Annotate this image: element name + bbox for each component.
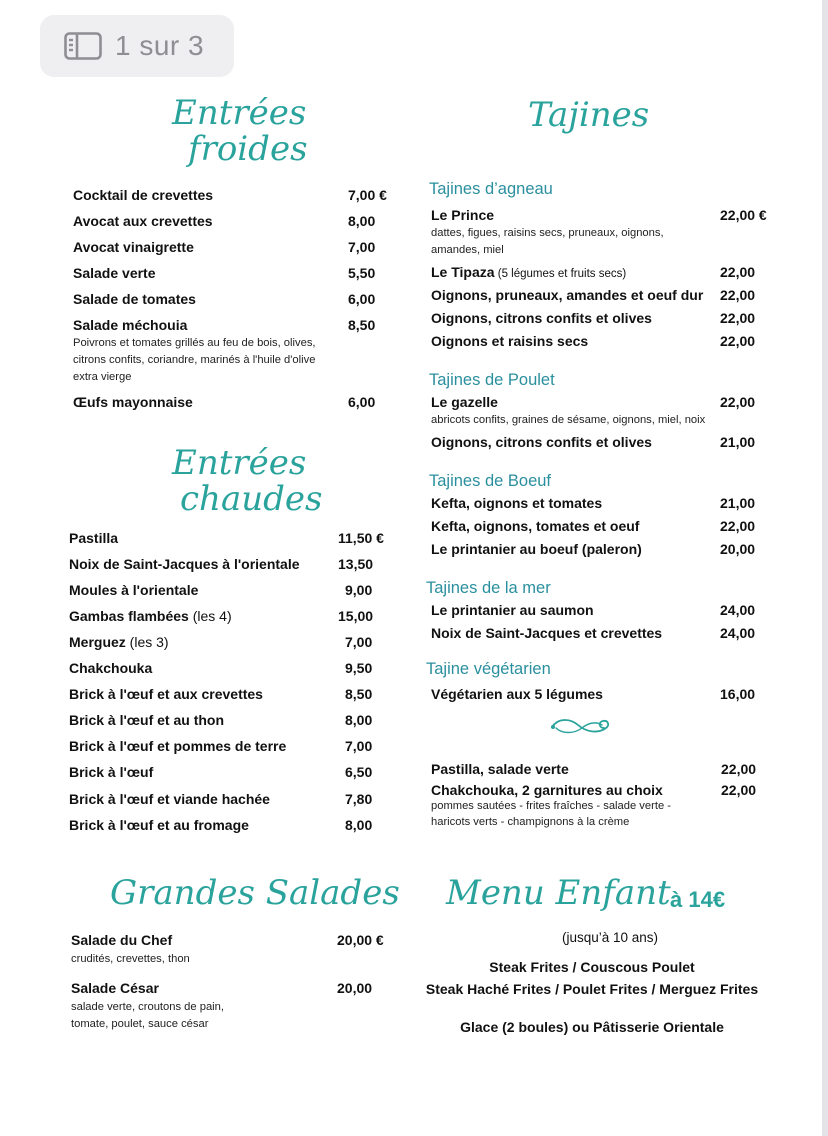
menu-item-name: Le Prince [431,207,495,223]
menu-item-price: 8,00 [345,817,373,833]
menu-item-name: Œufs mayonnaise [73,394,193,410]
entrees-froides-title-line1: Entrées [172,93,307,133]
menu-item-price: 24,00 [720,625,756,641]
tajines-poulet-heading: Tajines de Poulet [429,371,555,389]
menu-item-price: 7,00 [345,738,373,754]
menu-enfant-title: Menu Enfant [446,873,671,913]
menu-item-description: salade verte, croutons de pain, [71,1001,224,1013]
menu-item-note: (les 3) [125,634,169,650]
menu-item-price: 7,00 [345,634,373,650]
menu-item-price: 22,00 [720,394,756,410]
menu-item-price: 6,00 [348,394,376,410]
menu-item-name: Brick à l'œuf et aux crevettes [69,686,263,702]
menu-item-name: Chakchouka, 2 garnitures au choix [431,782,663,798]
menu-item-price: 20,00 [337,980,373,996]
menu-item-price: 7,00 [348,239,376,255]
tajines-mer-heading: Tajines de la mer [426,579,551,597]
menu-item-name: Le Tipaza (5 légumes et fruits secs) [431,264,627,280]
menu-item-name: Brick à l'œuf et viande hachée [69,791,270,807]
menu-item-name: Kefta, oignons, tomates et oeuf [431,518,640,534]
grandes-salades-title: Grandes Salades [110,873,400,913]
menu-item-price: 8,00 [345,712,373,728]
menu-item-price: 22,00 [721,782,757,798]
menu-enfant-line: Steak Haché Frites / Poulet Frites / Merguez Frites [425,981,759,997]
tajines-title: Tajines [528,95,650,135]
menu-item-name: Noix de Saint-Jacques et crevettes [431,625,663,641]
flourish-ornament-icon [548,716,614,738]
menu-item-description: tomate, poulet, sauce césar [71,1018,209,1030]
entrees-froides-title-line2: froides [188,129,308,169]
menu-item-price: 7,00 € [348,187,387,203]
menu-item-name: Oignons et raisins secs [431,333,589,349]
menu-item-price: 22,00 € [720,207,767,223]
menu-item-price: 11,50 € [338,530,384,546]
menu-item-price: 7,80 [345,791,373,807]
page-edge [822,0,828,1136]
menu-item-price: 24,00 [720,602,756,618]
menu-enfant-price: à 14€ [670,887,726,912]
menu-enfant-line: Glace (2 boules) ou Pâtisserie Orientale [460,1019,724,1035]
menu-item-price: 21,00 [720,434,756,450]
menu-item-price: 9,00 [345,582,373,598]
menu-item-name: Cocktail de crevettes [73,187,214,203]
menu-item-price: 8,50 [348,317,376,333]
menu-item-name: Brick à l'œuf et pommes de terre [69,738,287,754]
menu-item-price: 22,00 [721,761,757,777]
menu-item-name: Moules à l'orientale [69,582,199,598]
menu-item-name: Chakchouka [69,660,153,676]
menu-item-price: 5,50 [348,265,376,281]
menu-item-price: 15,00 [338,608,374,624]
menu-item-description: abricots confits, graines de sésame, oignons, miel, noix [431,414,706,426]
entrees-chaudes-title-line1: Entrées [172,443,307,483]
menu-item-name: Salade du Chef [71,932,173,948]
entrees-chaudes-title-line2: chaudes [180,479,323,519]
menu-item-name: Kefta, oignons et tomates [431,495,603,511]
tajines-boeuf-heading: Tajines de Boeuf [429,472,552,490]
menu-item-price: 22,00 [720,264,756,280]
menu-item-price: 13,50 [338,556,374,572]
menu-item-name: Noix de Saint-Jacques à l'orientale [69,556,300,572]
menu-item-name: Salade méchouia [73,317,188,333]
menu-item-name: Oignons, pruneaux, amandes et oeuf dur [431,287,704,303]
menu-item-name: Brick à l'œuf [69,764,154,780]
menu-item-name: Pastilla, salade verte [431,761,569,777]
menu-item-name: Le gazelle [431,394,498,410]
menu-item-price: 20,00 € [337,932,384,948]
menu-item-description: amandes, miel [431,244,504,256]
menu-item-price: 22,00 [720,287,756,303]
menu-item-price: 21,00 [720,495,756,511]
menu-item-name: Avocat vinaigrette [73,239,194,255]
menu-item-description: crudités, crevettes, thon [71,953,190,965]
menu-item-name: Le printanier au saumon [431,602,594,618]
menu-item-note: (les 4) [188,608,232,624]
menu-item-price: 16,00 [720,686,756,702]
menu-item-name: Salade César [71,980,159,996]
menu-item-price: 8,00 [348,213,376,229]
tajines-agneau-heading: Tajines d’agneau [429,180,553,198]
menu-item-name: Oignons, citrons confits et olives [431,310,652,326]
menu-item-description: pommes sautées - frites fraîches - salade verte - [431,800,672,812]
menu-item-name: Salade verte [73,265,156,281]
menu-item-price: 8,50 [345,686,373,702]
menu-item-price: 22,00 [720,310,756,326]
menu-item-name: Brick à l'œuf et au thon [69,712,225,728]
page-indicator[interactable] [40,15,234,77]
menu-item-name: Oignons, citrons confits et olives [431,434,652,450]
menu-item-name: Gambas flambées (les 4) [69,608,232,624]
menu-item-price: 22,00 [720,333,756,349]
menu-item-description: Poivrons et tomates grillés au feu de bois, olives, [73,337,316,349]
menu-item-name: Salade de tomates [73,291,196,307]
menu-item-price: 6,50 [345,764,373,780]
menu-item-description: dattes, figues, raisins secs, pruneaux, oignons, [431,227,664,239]
menu-item-note: (5 légumes et fruits secs) [494,268,627,280]
tajine-vegetarien-heading: Tajine végétarien [426,660,551,678]
menu-item-price: 22,00 [720,518,756,534]
page-indicator-label: 1 sur 3 [115,30,205,61]
menu-item-name: Brick à l'œuf et au fromage [69,817,249,833]
menu-item-description: haricots verts - champignons à la crème [431,816,630,828]
menu-item-description: citrons confits, coriandre, marinés à l'huile d'olive [73,354,316,366]
menu-item-name: Pastilla [69,530,119,546]
menu-item-price: 20,00 [720,541,756,557]
menu-item-price: 9,50 [345,660,373,676]
menu-enfant-age: (jusqu’à 10 ans) [561,930,659,945]
menu-item-name: Merguez (les 3) [69,634,169,650]
sidebar-pages-icon [64,32,102,60]
menu-item-name: Avocat aux crevettes [73,213,213,229]
menu-item-description: extra vierge [73,371,132,383]
menu-item-name: Végétarien aux 5 légumes [431,686,603,702]
menu-enfant-line: Steak Frites / Couscous Poulet [489,959,695,975]
menu-item-price: 6,00 [348,291,376,307]
menu-item-name: Le printanier au boeuf (paleron) [431,541,642,557]
